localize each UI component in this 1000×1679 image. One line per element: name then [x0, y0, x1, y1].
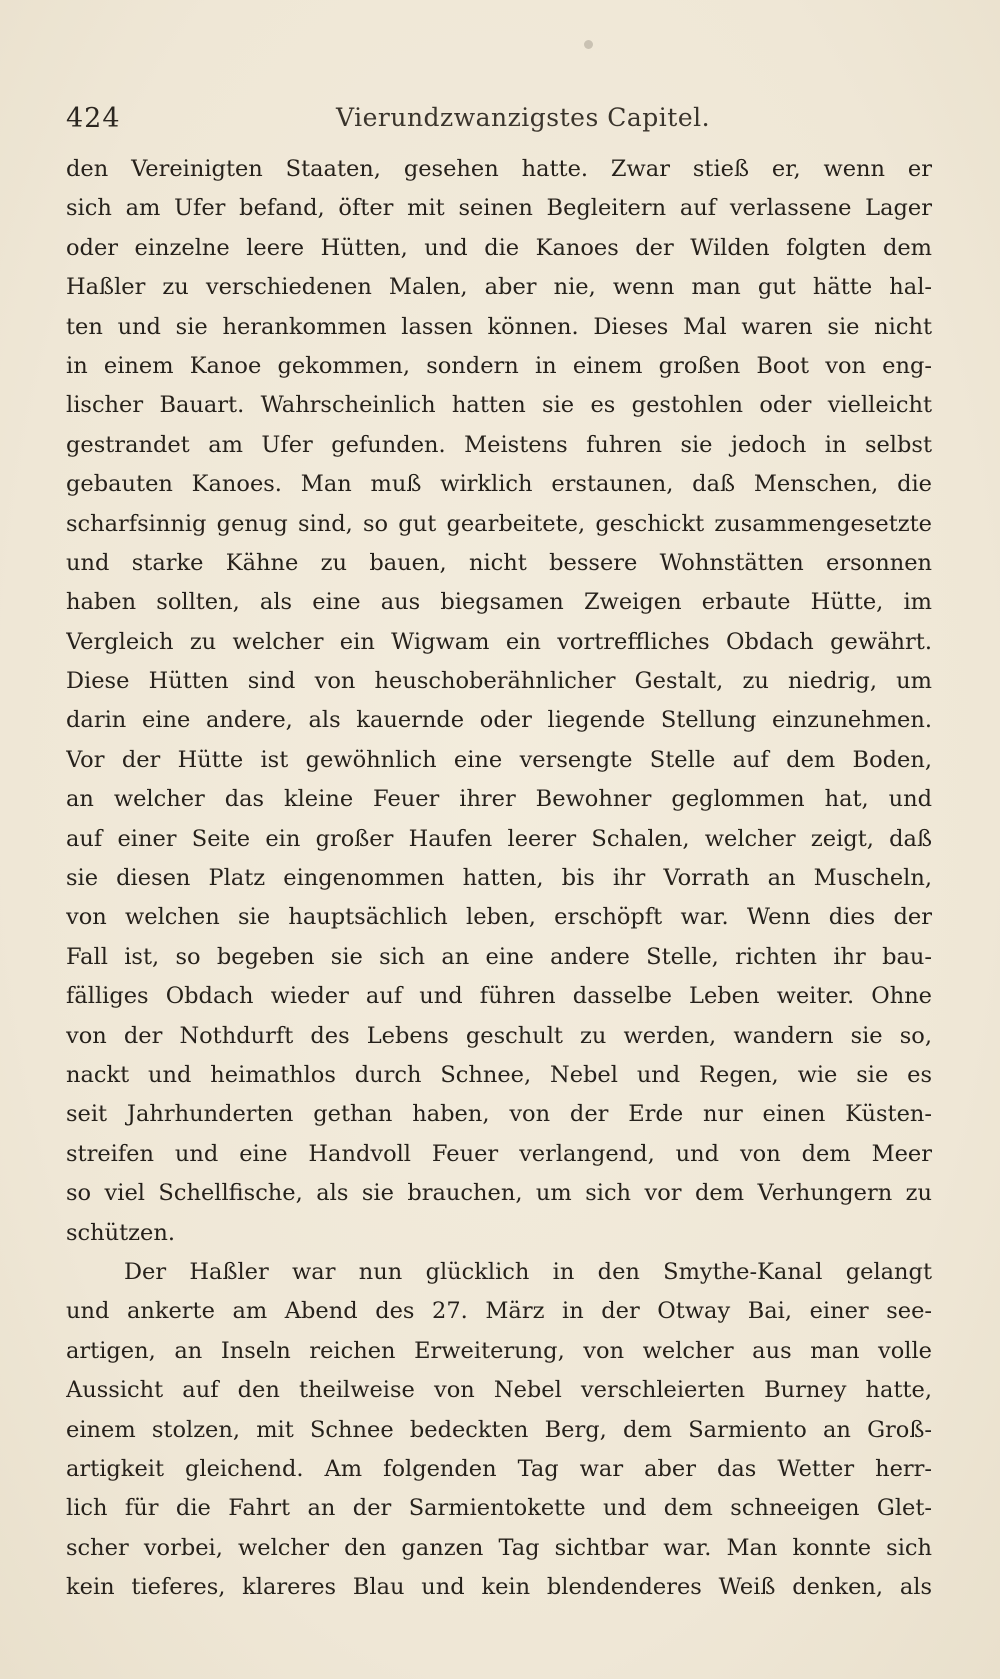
text-line-paragraph-start: Der Haßler war nun glücklich in den Smythe-Kanal gelangt: [124, 1258, 932, 1285]
paper-speck: [584, 40, 593, 49]
text-line: und ankerte am Abend des 27. März in der Otway Bai, einer see-: [66, 1298, 932, 1325]
text-line: lich für die Fahrt an der Sarmientokette und dem schneeigen Glet-: [66, 1495, 932, 1522]
text-line: streifen und eine Handvoll Feuer verlangend, und von dem Meer: [66, 1140, 932, 1167]
text-line: den Vereinigten Staaten, gesehen hatte. Zwar stieß er, wenn er: [66, 156, 932, 182]
text-line: sie diesen Platz eingenommen hatten, bis ihr Vorrath an Muscheln,: [66, 865, 932, 892]
text-line: auf einer Seite ein großer Haufen leerer Schalen, welcher zeigt, daß: [66, 825, 932, 852]
text-line: Vergleich zu welcher ein Wigwam ein vortreffliches Obdach gewährt.: [66, 628, 932, 655]
text-line: und starke Kähne zu bauen, nicht bessere Wohnstätten ersonnen: [66, 549, 932, 576]
text-line: Vor der Hütte ist gewöhnlich eine versengte Stelle auf dem Boden,: [66, 746, 932, 773]
text-line: artigkeit gleichend. Am folgenden Tag war aber das Wetter herr-: [66, 1455, 932, 1482]
text-line: scher vorbei, welcher den ganzen Tag sichtbar war. Man konnte sich: [66, 1534, 932, 1561]
body-text: [66, 150, 932, 1607]
text-line: einem stolzen, mit Schnee bedeckten Berg, dem Sarmiento an Groß-: [66, 1416, 932, 1443]
text-line: Haßler zu verschiedenen Malen, aber nie, wenn man gut hätte hal-: [66, 274, 932, 301]
text-line: so viel Schellfische, als sie brauchen, um sich vor dem Verhungern zu: [66, 1180, 932, 1207]
text-line: gebauten Kanoes. Man muß wirklich erstaunen, daß Menschen, die: [66, 471, 932, 498]
text-line: fälliges Obdach wieder auf und führen dasselbe Leben weiter. Ohne: [66, 983, 932, 1010]
text-line-paragraph-end: schützen.: [66, 1219, 175, 1246]
text-line: seit Jahrhunderten gethan haben, von der Erde nur einen Küsten-: [66, 1101, 932, 1128]
text-line: von welchen sie hauptsächlich leben, erschöpft war. Wenn dies der: [66, 904, 932, 931]
running-title: Vierundzwanzigstes Capitel.: [336, 103, 711, 132]
text-line: Fall ist, so begeben sie sich an eine andere Stelle, richten ihr bau-: [66, 943, 932, 970]
text-line: scharfsinnig genug sind, so gut gearbeitete, geschickt zusammengesetzte: [66, 510, 932, 537]
text-line: darin eine andere, als kauernde oder liegende Stellung einzunehmen.: [66, 707, 932, 734]
text-line: gestrandet am Ufer gefunden. Meistens fuhren sie jedoch in selbst: [66, 431, 932, 458]
text-line: Diese Hütten sind von heuschoberähnlicher Gestalt, zu niedrig, um: [66, 668, 932, 695]
text-line: in einem Kanoe gekommen, sondern in einem großen Boot von eng-: [66, 352, 932, 379]
text-line: sich am Ufer befand, öfter mit seinen Begleitern auf verlassene Lager: [66, 195, 932, 222]
page-header: [66, 103, 934, 139]
text-line: kein tieferes, klareres Blau und kein blendenderes Weiß denken, als: [66, 1574, 932, 1601]
text-line: ten und sie herankommen lassen können. Dieses Mal waren sie nicht: [66, 313, 932, 340]
text-line: nackt und heimathlos durch Schnee, Nebel und Regen, wie sie es: [66, 1061, 932, 1088]
page-number: 424: [66, 103, 121, 134]
text-line: haben sollten, als eine aus biegsamen Zweigen erbaute Hütte, im: [66, 589, 932, 616]
text-line: lischer Bauart. Wahrscheinlich hatten sie es gestohlen oder vielleicht: [66, 392, 932, 419]
text-line: artigen, an Inseln reichen Erweiterung, von welcher aus man volle: [66, 1337, 932, 1364]
text-line: an welcher das kleine Feuer ihrer Bewohner geglommen hat, und: [66, 786, 932, 813]
text-line: Aussicht auf den theilweise von Nebel verschleierten Burney hatte,: [66, 1377, 932, 1404]
text-line: von der Nothdurft des Lebens geschult zu werden, wandern sie so,: [66, 1022, 932, 1049]
text-line: oder einzelne leere Hütten, und die Kanoes der Wilden folgten dem: [66, 234, 932, 261]
